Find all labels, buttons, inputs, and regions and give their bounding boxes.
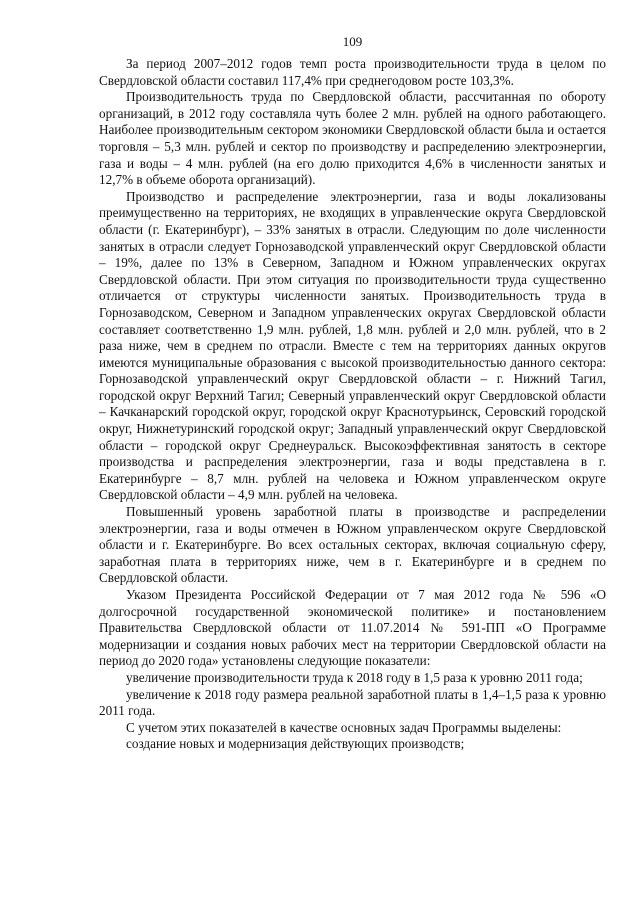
paragraph-energy-sector-localization: Производство и распределение электроэнергии, газа и воды локализованы преимущественно на территориях, не входящих в управленческие округа Свердловской области (г. Екатеринбург), – 33% занятых в отрасли. Следующим по доле численности занятых в отрасли следует Горнозаводской управленческий округ Свердловской области – 19%, далее по 13% в Северном, Западном и Южном управленческих округах Свердловской области. При этом ситуация по производительности труда существенно отличается от структуры численности занятых. Производительность труда в Горнозаводском, Северном и Западном управленческих округах Свердловской области составляет соответственно 1,9 млн. рублей, 1,8 млн. рублей и 2,0 млн. рублей, что в 2 раза ниже, чем в среднем по отрасли. Вместе с тем на территориях данных округов имеются муниципальные образования с высокой производительностью данного сектора: Горнозаводской управленческий округ Свердловской области – г. Нижний Тагил, городской округ Верхний Тагил; Северный управленческий округ Свердловской области – Качканарский городской округ, городской округ Краснотурьинск, Серовский городской округ, Нижнетуринский городской округ; Западный управленческий округ Свердловской области – городской округ Среднеуральск. Высокоэффективная занятость в секторе производства и распределения электроэнергии, газа и воды представлена в г. Екатеринбурге – 8,7 млн. рублей на человека и Южном управленческом округе Свердловской области – 4,9 млн. рублей на человека.	[99, 188, 606, 503]
paragraph-presidential-decree: Указом Президента Российской Федерации от 7 мая 2012 года № 596 «О долгосрочной государственной экономической политике» и постановлением Правительства Свердловской области от 11.07.2014 № 591-ПП «О Программе модернизации и создания новых рабочих мест на территории Свердловской области на период до 2020 года» установлены следующие показатели:	[99, 587, 606, 669]
paragraph-indicator-productivity: увеличение производительности труда к 2018 году в 1,5 раза к уровню 2011 года;	[126, 669, 583, 685]
paragraph-task-new-production: создание новых и модернизация действующих производств;	[126, 736, 465, 752]
paragraph-productivity-growth: За период 2007–2012 годов темп роста производительности труда в целом по Свердловской области составил 117,4% при среднегодовом росте 103,3%.	[99, 56, 606, 88]
page-number: 109	[342, 34, 363, 49]
paragraph-program-tasks: С учетом этих показателей в качестве основных задач Программы выделены:	[126, 719, 562, 735]
paragraph-turnover-productivity: Производительность труда по Свердловской области, рассчитанная по обороту организаций, в 2012 году составляла чуть более 2 млн. рублей на одного работающего. Наиболее производительным сектором экономики Свердловской области была и остается торговля – 5,3 млн. рублей и сектор по производству и распределению электроэнергии, газа и воды – 4 млн. рублей (на его долю приходится 4,6% в численности занятых и 12,7% в объеме оборота организаций).	[99, 89, 606, 188]
paragraph-indicator-wages: увеличение к 2018 году размера реальной заработной платы в 1,4–1,5 раза к уровню 2011 года.	[99, 686, 606, 719]
paragraph-wages: Повышенный уровень заработной платы в производстве и распределении электроэнергии, газа и воды отмечен в Южном управленческом округе Свердловской области и г. Екатеринбурге. Во всех остальных секторах, включая социальную сферу, заработная плата в территориях ниже, чем в г. Екатеринбурге и в среднем по Свердловской области.	[99, 504, 606, 586]
